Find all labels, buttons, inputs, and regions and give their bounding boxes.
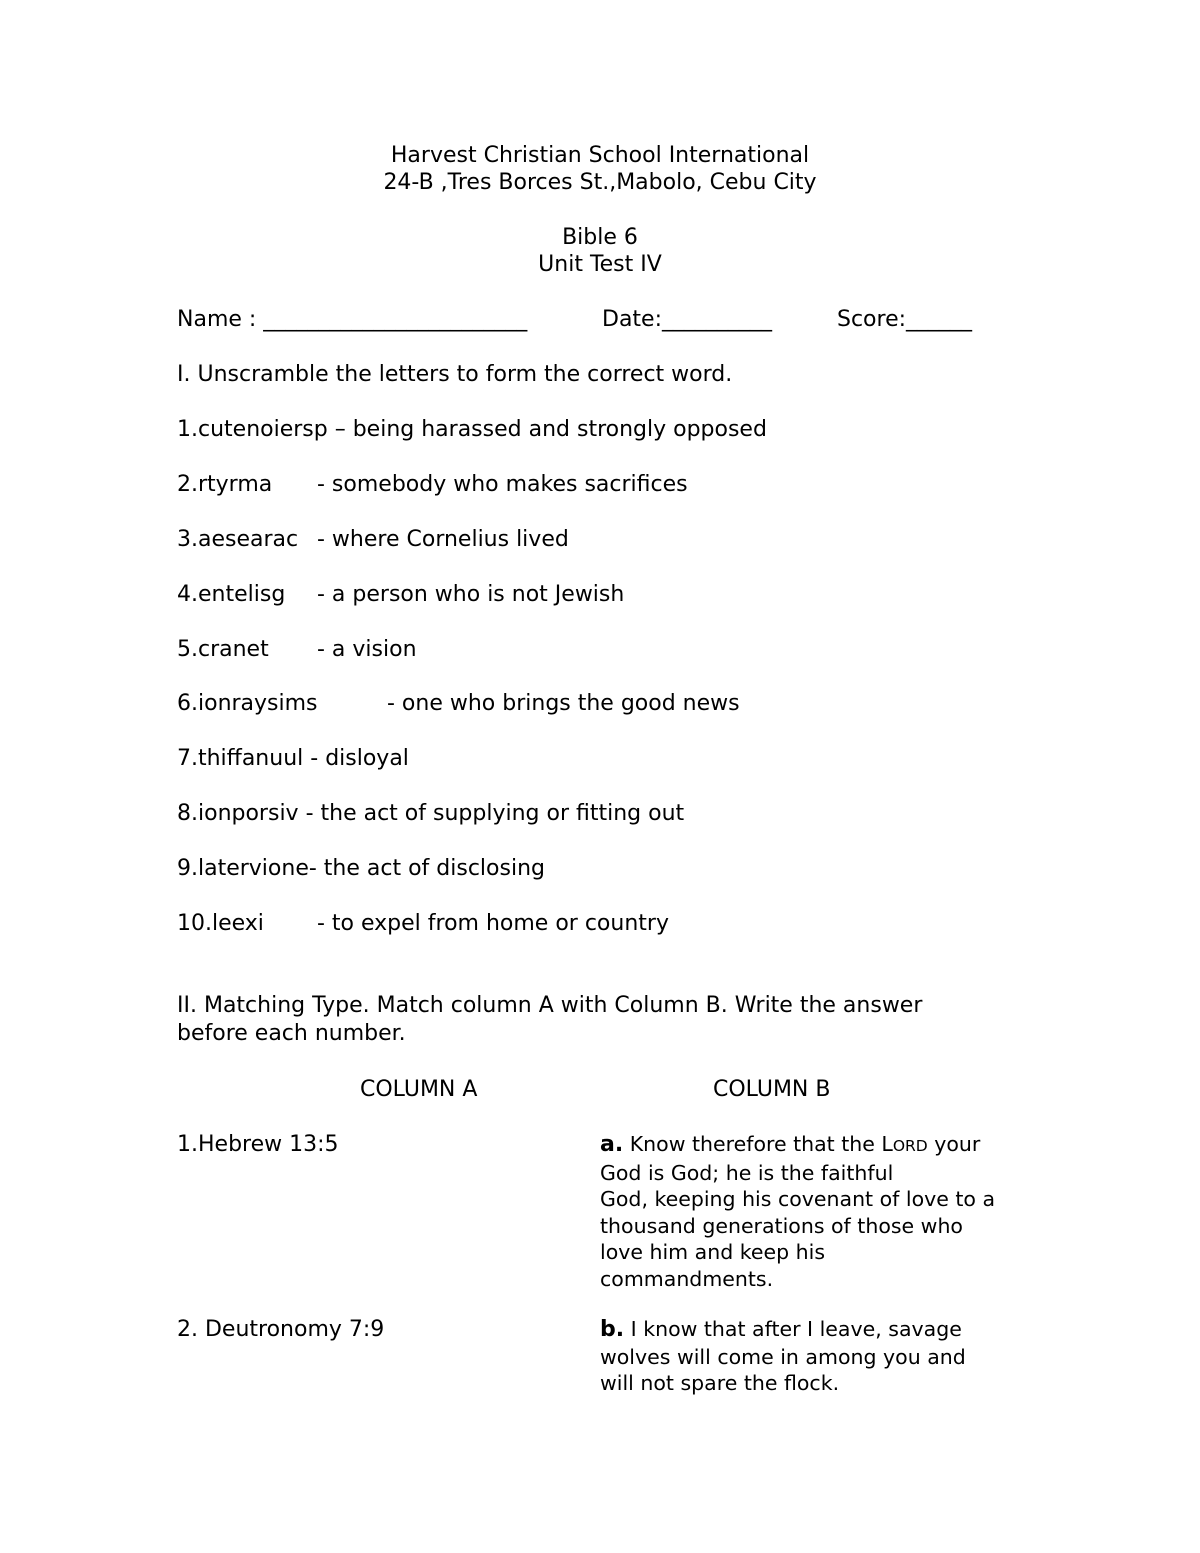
test-title: Unit Test IV xyxy=(538,252,662,277)
scrambled-word: 4.entelisg xyxy=(177,582,286,607)
column-b-item xyxy=(600,1316,1030,1397)
unscramble-item xyxy=(177,855,545,882)
column-a-item: 1.Hebrew 13:5 xyxy=(177,1132,339,1157)
word-definition: - the act of disclosing xyxy=(308,856,545,881)
scrambled-word: 6.ionraysims xyxy=(177,691,318,716)
word-definition: - disloyal xyxy=(310,746,409,771)
school-address: 24-B ,Tres Borces St.,Mabolo, Cebu City xyxy=(383,170,817,195)
column-a-item: 2. Deutronomy 7:9 xyxy=(177,1317,385,1342)
subject-title: Bible 6 xyxy=(562,225,638,250)
scrambled-word: 1.cutenoiersp xyxy=(177,417,328,442)
unscramble-item xyxy=(177,526,569,553)
score-field: Score:______ xyxy=(837,307,973,332)
word-definition: - the act of supplying or fitting out xyxy=(305,801,685,826)
scrambled-word: 10.leexi xyxy=(177,911,264,936)
part2-instruction-line2: before each number. xyxy=(177,1021,406,1046)
choice-text-before: Know therefore that the L xyxy=(629,1132,893,1156)
school-name: Harvest Christian School International xyxy=(390,143,810,168)
choice-letter: b. xyxy=(600,1317,625,1342)
unscramble-item xyxy=(177,581,624,608)
unscramble-item xyxy=(177,690,740,717)
unscramble-item xyxy=(177,745,409,772)
choice-text: I know that after I leave, savage wolves will come in among you and will not spare the flock. xyxy=(600,1317,966,1395)
unscramble-item xyxy=(177,471,688,498)
word-definition: - one who brings the good news xyxy=(387,691,740,716)
word-definition: - where Cornelius lived xyxy=(317,527,569,552)
word-definition: – being harassed and strongly opposed xyxy=(334,417,767,442)
scrambled-word: 7.thiffanuul xyxy=(177,746,304,771)
word-definition: - a person who is not Jewish xyxy=(317,582,625,607)
column-a-header: COLUMN A xyxy=(360,1077,478,1102)
choice-small-caps: ORD xyxy=(892,1137,928,1155)
scrambled-word: 8.ionporsiv xyxy=(177,801,299,826)
scrambled-word: 5.cranet xyxy=(177,637,269,662)
part2-instruction-line1: II. Matching Type. Match column A with Column B. Write the answer xyxy=(177,993,923,1018)
column-b-header: COLUMN B xyxy=(713,1077,831,1102)
unscramble-item xyxy=(177,800,684,827)
part1-instruction: I. Unscramble the letters to form the correct word. xyxy=(177,362,733,387)
unscramble-item xyxy=(177,910,669,937)
scrambled-word: 3.aesearac xyxy=(177,527,299,552)
word-definition: - to expel from home or country xyxy=(317,911,669,936)
unscramble-item xyxy=(177,636,417,663)
date-field: Date:__________ xyxy=(602,307,772,332)
column-b-item xyxy=(600,1131,1030,1292)
choice-letter: a. xyxy=(600,1132,624,1157)
word-definition: - somebody who makes sacrifices xyxy=(317,472,688,497)
scrambled-word: 2.rtyrma xyxy=(177,472,273,497)
word-definition: - a vision xyxy=(317,637,417,662)
scrambled-word: 9.latervione xyxy=(177,856,309,881)
unscramble-item xyxy=(177,416,767,443)
name-field: Name : ________________________ xyxy=(177,307,528,332)
choice-text-after: your God is God; he is the faithful God, keeping his covenant of love to a thousand generations of those who love him and keep his commandments. xyxy=(600,1132,996,1291)
